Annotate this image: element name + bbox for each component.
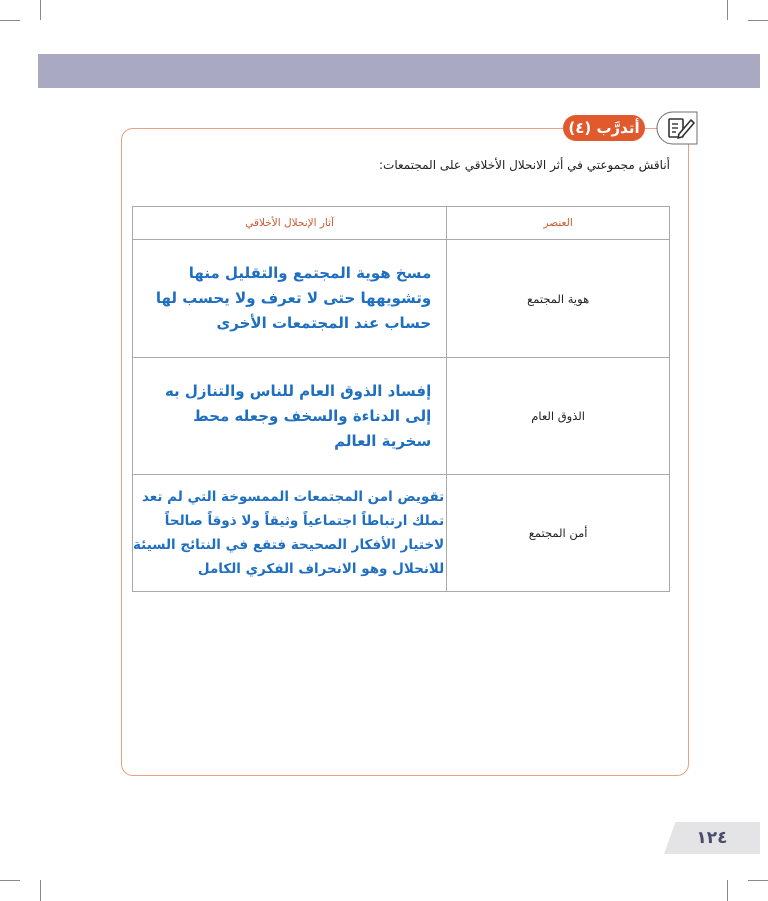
row-element: هوية المجتمع (447, 240, 670, 358)
header-band (38, 54, 760, 88)
effect-line: للانحلال وهو الانحراف الفكري الكامل (197, 561, 445, 577)
row-effect (133, 240, 447, 358)
table-header-row (133, 207, 670, 240)
row-element: الذوق العام (447, 358, 670, 475)
crop-mark (40, 0, 41, 20)
effect-line: لاختيار الأفكار الصحيحة فتقع في النتائج السيئة (133, 537, 445, 553)
crop-mark (0, 20, 20, 21)
crop-mark (0, 880, 20, 881)
effect-line: إلى الدناءة والسخف وجعله محط (193, 406, 432, 425)
morality-effects-table (132, 206, 670, 592)
crop-mark (727, 880, 728, 901)
row-element: أمن المجتمع (447, 475, 670, 592)
effect-line: مسخ هوية المجتمع والتقليل منها (188, 264, 432, 282)
crop-mark (727, 0, 728, 20)
activity-badge: أتدرَّب (٤) (563, 115, 645, 141)
row-effect (133, 358, 447, 475)
row-effect (133, 475, 447, 592)
effect-line: تقويض امن المجتمعات الممسوخة التي لم تعد (141, 489, 445, 505)
effect-line: حساب عند المجتمعات الأخرى (216, 314, 432, 332)
effect-line: إفساد الذوق العام للناس والتنازل به (164, 381, 432, 400)
table-row (133, 358, 670, 475)
effect-line: سخرية العالم (334, 431, 432, 450)
header-element: العنصر (447, 207, 670, 240)
activity-instruction: أناقش مجموعتي في أثر الانحلال الأخلاقي على المجتمعات: (379, 158, 670, 172)
page-number: ١٢٤ (696, 828, 728, 848)
crop-mark (748, 880, 768, 881)
table-row (133, 240, 670, 358)
header-effects: آثار الإنحلال الأخلاقي (133, 207, 447, 240)
crop-mark (40, 880, 41, 901)
pencil-notepad-icon (653, 108, 701, 148)
effect-line: تملك ارتباطاً اجتماعياً وثيقاً ولا ذوقاً صالحاً (164, 513, 445, 529)
crop-mark (748, 20, 768, 21)
effect-line: وتشويهها حتى لا تعرف ولا يحسب لها (155, 289, 432, 307)
table-row (133, 475, 670, 592)
